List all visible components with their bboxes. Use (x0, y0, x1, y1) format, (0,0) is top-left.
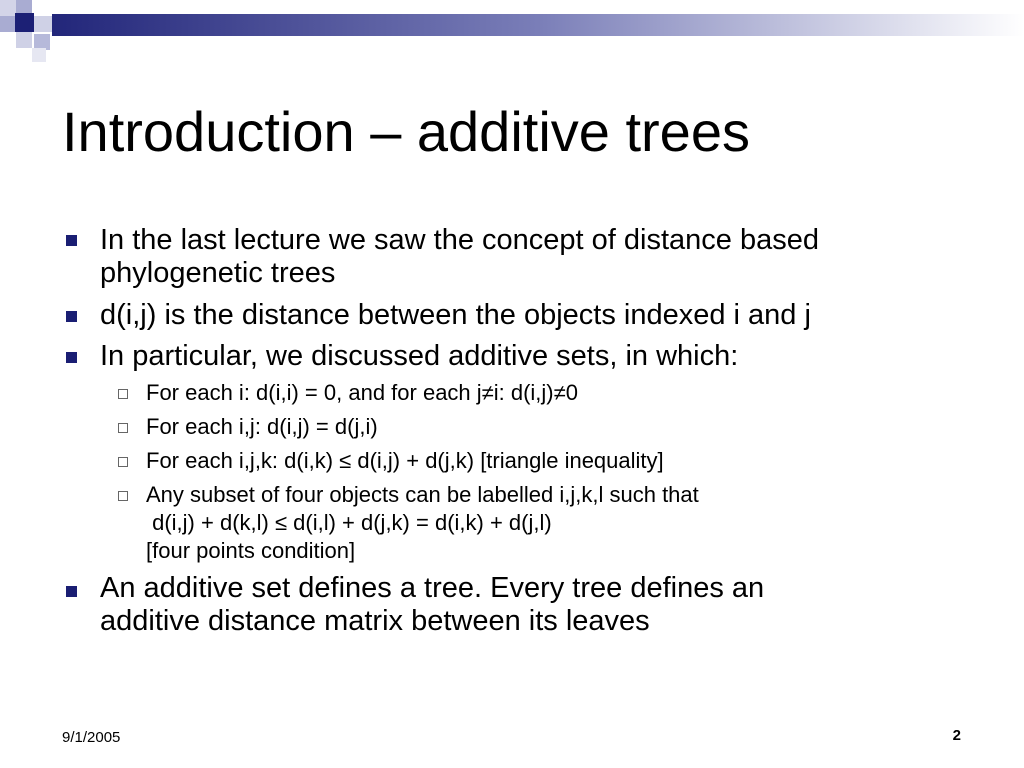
sub-bullet-text: For each i,j,k: d(i,k) ≤ d(i,j) + d(j,k) [triangle inequality] (146, 448, 664, 473)
bullet-text: d(i,j) is the distance between the objects indexed i and j (100, 299, 811, 331)
bullet-text: In the last lecture we saw the concept of distance based (100, 224, 819, 256)
slide-title: Introduction – additive trees (62, 100, 750, 163)
sub-bullet-text: d(i,j) + d(k,l) ≤ d(i,l) + d(j,k) = d(i,k) + d(j,l) (146, 510, 552, 535)
sub-bullet-text: For each i: d(i,i) = 0, and for each j≠i: d(i,j)≠0 (146, 380, 578, 405)
hollow-square-bullet-icon (118, 423, 128, 433)
square-bullet-icon (66, 311, 77, 322)
hollow-square-bullet-icon (118, 457, 128, 467)
sub-bullet-text: [four points condition] (146, 538, 356, 563)
square-bullet-icon (66, 586, 77, 597)
square-bullet-icon (66, 235, 77, 246)
hollow-square-bullet-icon (118, 389, 128, 399)
footer-date: 9/1/2005 (62, 729, 121, 746)
slide-number: 2 (952, 727, 961, 744)
sub-bullet-text: For each i,j: d(i,j) = d(j,i) (146, 414, 378, 439)
bullet-text: An additive set defines a tree. Every tree defines an (100, 572, 765, 604)
sub-bullet-text: Any subset of four objects can be labelled i,j,k,l such that (146, 482, 699, 507)
bullet-text: phylogenetic trees (100, 257, 336, 289)
bullet-text: In particular, we discussed additive sets, in which: (100, 340, 739, 372)
square-bullet-icon (66, 352, 77, 363)
bullet-text: additive distance matrix between its leaves (100, 605, 650, 637)
hollow-square-bullet-icon (118, 491, 128, 501)
